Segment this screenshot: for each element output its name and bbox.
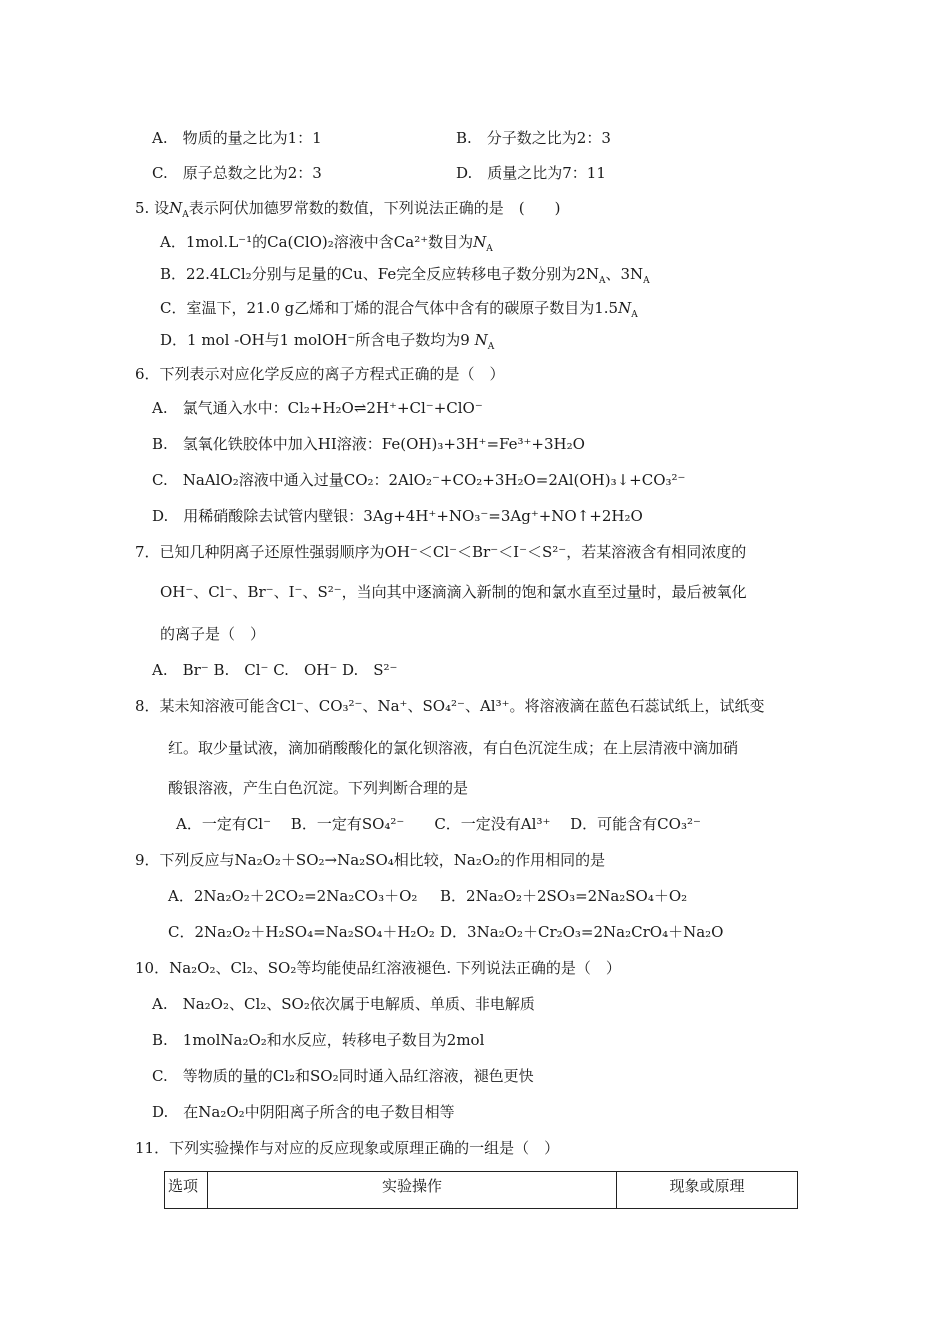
q4-option-d: D. 质量之比为7：11 bbox=[456, 164, 606, 182]
q4-option-b: B. 分子数之比为2：3 bbox=[456, 129, 611, 147]
q5-option-b: B．22.4LCl₂分别与足量的Cu、Fe完全反应转移电子数分别为$2N_A$、$3N_A$ bbox=[160, 265, 650, 286]
q4-option-a: A. 物质的量之比为1：1 bbox=[152, 129, 322, 147]
q10-option-a: A. Na₂O₂、Cl₂、SO₂依次属于电解质、单质、非电解质 bbox=[152, 995, 535, 1013]
q9-option-c: C．2Na₂O₂＋H₂SO₄=Na₂SO₄＋H₂O₂ bbox=[168, 923, 435, 941]
q5-option-a: A．1mol.L⁻¹的Ca(ClO)₂溶液中含Ca²⁺数目为$N_A$ bbox=[160, 233, 493, 254]
q9-option-d: D．3Na₂O₂＋Cr₂O₃=2Na₂CrO₄＋Na₂O bbox=[440, 923, 724, 941]
q5-stem: 5. 设$N_A$表示阿伏加德罗常数的数值，下列说法正确的是 ( ) bbox=[135, 199, 561, 220]
table-row bbox=[165, 1172, 798, 1209]
q7-options: A. Br⁻ B. Cl⁻ C. OH⁻ D. S²⁻ bbox=[152, 661, 398, 679]
q10-option-b: B. 1molNa₂O₂和水反应，转移电子数目为2mol bbox=[152, 1031, 485, 1049]
q10-option-d: D. 在Na₂O₂中阴阳离子所含的电子数目相等 bbox=[152, 1103, 455, 1121]
q7-line-3: 的离子是（ ） bbox=[160, 625, 266, 643]
q11-stem: 11．下列实验操作与对应的反应现象或原理正确的一组是（ ） bbox=[135, 1139, 560, 1157]
q7-line-2: OH⁻、Cl⁻、Br⁻、I⁻、S²⁻，当向其中逐滴滴入新制的饱和氯水直至过量时，最后被氧化 bbox=[160, 583, 747, 601]
q11-table bbox=[164, 1171, 798, 1209]
q9-stem: 9．下列反应与Na₂O₂＋SO₂→Na₂SO₄相比较，Na₂O₂的作用相同的是 bbox=[135, 851, 606, 869]
q6-stem: 6．下列表示对应化学反应的离子方程式正确的是（ ） bbox=[135, 365, 505, 383]
q7-line-1: 7．已知几种阴离子还原性强弱顺序为OH⁻＜Cl⁻＜Br⁻＜I⁻＜S²⁻，若某溶液含有相同浓度的 bbox=[135, 543, 747, 561]
q6-option-d: D. 用稀硝酸除去试管内壁银：3Ag+4H⁺+NO₃⁻=3Ag⁺+NO↑+2H₂O bbox=[152, 507, 643, 525]
q9-option-a: A．2Na₂O₂＋2CO₂=2Na₂CO₃＋O₂ bbox=[168, 887, 418, 905]
q8-line-1: 8．某未知溶液可能含Cl⁻、CO₃²⁻、Na⁺、SO₄²⁻、Al³⁺。将溶液滴在蓝色石蕊试纸上，试纸变 bbox=[135, 697, 765, 715]
q6-option-c: C. NaAlO₂溶液中通入过量CO₂：2AlO₂⁻+CO₂+3H₂O=2Al(OH)₃↓+CO₃²⁻ bbox=[152, 471, 686, 489]
q9-option-b: B．2Na₂O₂＋2SO₃=2Na₂SO₄＋O₂ bbox=[440, 887, 688, 905]
q6-option-b: B. 氢氧化铁胶体中加入HI溶液：Fe(OH)₃+3H⁺=Fe³⁺+3H₂O bbox=[152, 435, 585, 453]
q8-line-3: 酸银溶液，产生白色沉淀。下列判断合理的是 bbox=[168, 779, 469, 797]
table-header-operation: 实验操作 bbox=[208, 1172, 617, 1209]
q10-stem: 10．Na₂O₂、Cl₂、SO₂等均能使品红溶液褪色. 下列说法正确的是（ ） bbox=[135, 959, 621, 977]
table-header-option: 选项 bbox=[165, 1172, 208, 1209]
q8-line-2: 红。取少量试液，滴加硝酸酸化的氯化钡溶液，有白色沉淀生成；在上层清液中滴加硝 bbox=[168, 739, 739, 757]
q4-option-c: C. 原子总数之比为2：3 bbox=[152, 164, 322, 182]
q8-options: A．一定有Cl⁻ B．一定有SO₄²⁻ C．一定没有Al³⁺ D．可能含有CO₃²⁻ bbox=[176, 815, 701, 833]
table-header-phenomenon: 现象或原理 bbox=[617, 1172, 798, 1209]
q5-option-d: D．1 mol -OH与1 molOH⁻所含电子数均为9 $N_A$ bbox=[160, 331, 495, 352]
q5-option-c: C．室温下，21.0 g乙烯和丁烯的混合气体中含有的碳原子数目为$1.5N_A$ bbox=[160, 299, 638, 320]
q10-option-c: C. 等物质的量的Cl₂和SO₂同时通入品红溶液，褪色更快 bbox=[152, 1067, 534, 1085]
q6-option-a: A. 氯气通入水中：Cl₂+H₂O⇌2H⁺+Cl⁻+ClO⁻ bbox=[152, 399, 483, 417]
